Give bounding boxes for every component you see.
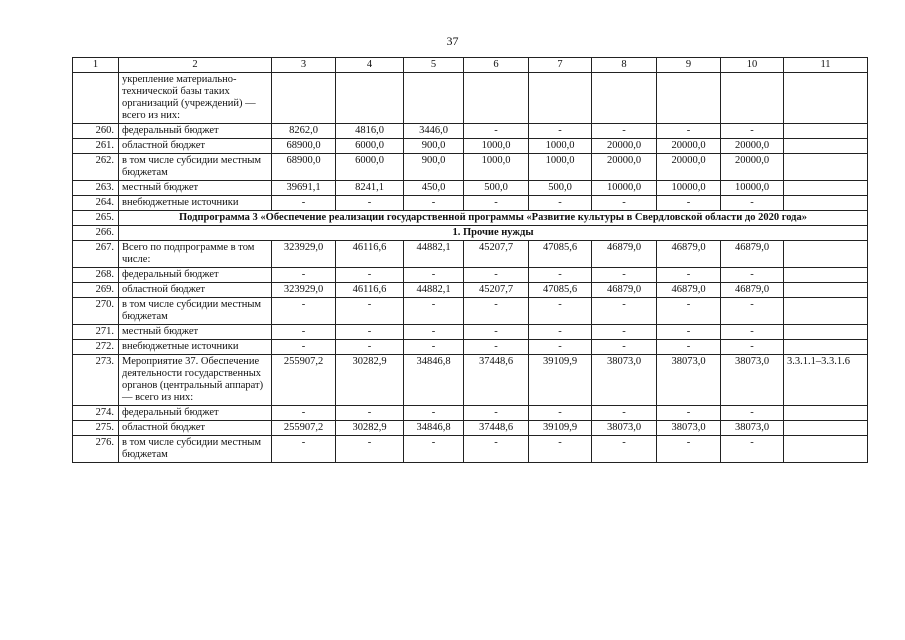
value-cell: 44882,1 (404, 283, 464, 298)
value-cell: 46879,0 (657, 283, 721, 298)
budget-table (72, 57, 868, 463)
value-cell: - (592, 298, 657, 325)
value-cell: 20000,0 (721, 154, 784, 181)
value-cell: - (657, 406, 721, 421)
row-label: местный бюджет (119, 325, 272, 340)
value-cell: - (464, 325, 529, 340)
target-code (784, 196, 868, 211)
value-cell: 46879,0 (721, 283, 784, 298)
value-cell (464, 73, 529, 124)
value-cell: - (464, 124, 529, 139)
value-cell: 34846,8 (404, 421, 464, 436)
row-label: областной бюджет (119, 139, 272, 154)
value-cell: 38073,0 (592, 355, 657, 406)
row-label: областной бюджет (119, 283, 272, 298)
target-code (784, 268, 868, 283)
value-cell: 30282,9 (336, 355, 404, 406)
value-cell: 500,0 (529, 181, 592, 196)
value-cell (272, 73, 336, 124)
target-code (784, 436, 868, 463)
row-number: 260. (73, 124, 119, 139)
value-cell: - (529, 325, 592, 340)
value-cell: - (272, 340, 336, 355)
table-row (73, 124, 868, 139)
value-cell: - (464, 298, 529, 325)
row-label: федеральный бюджет (119, 124, 272, 139)
value-cell: 68900,0 (272, 154, 336, 181)
table-row (73, 436, 868, 463)
value-cell: 500,0 (464, 181, 529, 196)
value-cell: 46116,6 (336, 283, 404, 298)
row-number: 267. (73, 241, 119, 268)
value-cell: 20000,0 (657, 154, 721, 181)
value-cell: 45207,7 (464, 241, 529, 268)
value-cell: 1000,0 (464, 154, 529, 181)
target-code: 3.3.1.1–3.3.1.6 (784, 355, 868, 406)
value-cell: 39691,1 (272, 181, 336, 196)
value-cell: 6000,0 (336, 139, 404, 154)
value-cell: 20000,0 (592, 139, 657, 154)
value-cell: 38073,0 (721, 355, 784, 406)
value-cell: 46879,0 (592, 241, 657, 268)
value-cell: 47085,6 (529, 283, 592, 298)
value-cell: - (657, 340, 721, 355)
row-number: 271. (73, 325, 119, 340)
value-cell: - (592, 340, 657, 355)
value-cell: - (404, 325, 464, 340)
row-label: Всего по подпрограмме в том числе: (119, 241, 272, 268)
row-label: в том числе субсидии местным бюджетам (119, 154, 272, 181)
value-cell: 46116,6 (336, 241, 404, 268)
value-cell: - (529, 268, 592, 283)
target-code (784, 154, 868, 181)
target-code (784, 283, 868, 298)
value-cell: - (336, 340, 404, 355)
value-cell: - (657, 268, 721, 283)
value-cell: - (657, 298, 721, 325)
column-header: 9 (657, 58, 721, 73)
value-cell: - (464, 196, 529, 211)
value-cell: 37448,6 (464, 355, 529, 406)
value-cell: 900,0 (404, 154, 464, 181)
section-title-row (73, 226, 868, 241)
value-cell: - (404, 406, 464, 421)
value-cell: 3446,0 (404, 124, 464, 139)
value-cell: 38073,0 (721, 421, 784, 436)
target-code (784, 241, 868, 268)
value-cell: - (721, 406, 784, 421)
value-cell: 20000,0 (657, 139, 721, 154)
row-number: 269. (73, 283, 119, 298)
row-label: областной бюджет (119, 421, 272, 436)
value-cell: 1000,0 (529, 154, 592, 181)
column-number-row (73, 58, 868, 73)
value-cell: 30282,9 (336, 421, 404, 436)
table-row (73, 325, 868, 340)
value-cell: 47085,6 (529, 241, 592, 268)
table-row (73, 421, 868, 436)
value-cell: 8241,1 (336, 181, 404, 196)
table-row (73, 154, 868, 181)
value-cell: 20000,0 (592, 154, 657, 181)
row-number: 276. (73, 436, 119, 463)
value-cell: 4816,0 (336, 124, 404, 139)
value-cell: - (336, 298, 404, 325)
value-cell: 37448,6 (464, 421, 529, 436)
value-cell: - (272, 298, 336, 325)
value-cell: - (404, 340, 464, 355)
value-cell: 34846,8 (404, 355, 464, 406)
value-cell: 39109,9 (529, 355, 592, 406)
column-header: 1 (73, 58, 119, 73)
value-cell: 10000,0 (721, 181, 784, 196)
value-cell: - (272, 268, 336, 283)
value-cell: 20000,0 (721, 139, 784, 154)
row-label: внебюджетные источники (119, 340, 272, 355)
value-cell: - (272, 406, 336, 421)
target-code (784, 406, 868, 421)
value-cell: - (657, 436, 721, 463)
value-cell: - (272, 325, 336, 340)
row-number: 273. (73, 355, 119, 406)
column-header: 7 (529, 58, 592, 73)
row-number: 266. (73, 226, 119, 241)
row-number: 275. (73, 421, 119, 436)
value-cell: 46879,0 (657, 241, 721, 268)
value-cell: - (404, 196, 464, 211)
table-row (73, 283, 868, 298)
column-header: 5 (404, 58, 464, 73)
row-label: федеральный бюджет (119, 268, 272, 283)
value-cell: - (336, 325, 404, 340)
value-cell: - (464, 406, 529, 421)
column-header: 3 (272, 58, 336, 73)
table-row (73, 139, 868, 154)
table-row (73, 340, 868, 355)
target-code (784, 325, 868, 340)
value-cell: - (721, 436, 784, 463)
column-header: 8 (592, 58, 657, 73)
row-number (73, 73, 119, 124)
target-code (784, 139, 868, 154)
column-header: 10 (721, 58, 784, 73)
row-label: в том числе субсидии местным бюджетам (119, 298, 272, 325)
value-cell: - (464, 436, 529, 463)
value-cell: - (529, 124, 592, 139)
table-row (73, 406, 868, 421)
table-row (73, 241, 868, 268)
table-row (73, 73, 868, 124)
column-header: 6 (464, 58, 529, 73)
target-code (784, 340, 868, 355)
value-cell: - (404, 436, 464, 463)
column-header: 11 (784, 58, 868, 73)
table-row (73, 355, 868, 406)
value-cell (657, 73, 721, 124)
row-number: 265. (73, 211, 119, 226)
value-cell: 46879,0 (721, 241, 784, 268)
value-cell: - (592, 325, 657, 340)
value-cell: 68900,0 (272, 139, 336, 154)
table-row (73, 181, 868, 196)
value-cell: - (721, 298, 784, 325)
row-label: укрепление материально-технической базы таких организаций (учреждений) — всего из них: (119, 73, 272, 124)
row-number: 264. (73, 196, 119, 211)
target-code (784, 73, 868, 124)
column-header: 2 (119, 58, 272, 73)
value-cell: - (529, 436, 592, 463)
value-cell: - (592, 406, 657, 421)
value-cell: 323929,0 (272, 283, 336, 298)
value-cell (336, 73, 404, 124)
value-cell: - (529, 298, 592, 325)
value-cell: - (336, 406, 404, 421)
row-label: внебюджетные источники (119, 196, 272, 211)
value-cell: - (272, 436, 336, 463)
value-cell (592, 73, 657, 124)
table-row (73, 298, 868, 325)
table-row (73, 268, 868, 283)
value-cell: 10000,0 (592, 181, 657, 196)
value-cell: - (592, 196, 657, 211)
section-title: Подпрограмма 3 «Обеспечение реализации государственной программы «Развитие культуры в Свердловской области до 2020 года» (119, 211, 868, 226)
value-cell: 6000,0 (336, 154, 404, 181)
value-cell: - (657, 124, 721, 139)
row-number: 274. (73, 406, 119, 421)
value-cell: - (721, 340, 784, 355)
value-cell: - (721, 268, 784, 283)
value-cell: - (529, 196, 592, 211)
target-code (784, 124, 868, 139)
value-cell: - (404, 298, 464, 325)
value-cell: 38073,0 (657, 421, 721, 436)
value-cell: - (272, 196, 336, 211)
value-cell: 10000,0 (657, 181, 721, 196)
table-body (73, 58, 868, 463)
value-cell: - (336, 436, 404, 463)
row-label: в том числе субсидии местным бюджетам (119, 436, 272, 463)
table-row (73, 196, 868, 211)
row-label: федеральный бюджет (119, 406, 272, 421)
row-number: 261. (73, 139, 119, 154)
value-cell: - (721, 325, 784, 340)
value-cell (404, 73, 464, 124)
value-cell: - (592, 268, 657, 283)
value-cell: 450,0 (404, 181, 464, 196)
value-cell: 44882,1 (404, 241, 464, 268)
value-cell: - (592, 436, 657, 463)
column-header: 4 (336, 58, 404, 73)
value-cell: 323929,0 (272, 241, 336, 268)
value-cell (721, 73, 784, 124)
value-cell: - (404, 268, 464, 283)
value-cell: - (592, 124, 657, 139)
value-cell: 1000,0 (464, 139, 529, 154)
row-number: 263. (73, 181, 119, 196)
value-cell: 255907,2 (272, 421, 336, 436)
value-cell: - (721, 124, 784, 139)
value-cell: - (336, 196, 404, 211)
value-cell: 38073,0 (657, 355, 721, 406)
row-number: 272. (73, 340, 119, 355)
value-cell: 46879,0 (592, 283, 657, 298)
target-code (784, 421, 868, 436)
value-cell: - (657, 325, 721, 340)
row-label: местный бюджет (119, 181, 272, 196)
value-cell (529, 73, 592, 124)
value-cell: 38073,0 (592, 421, 657, 436)
value-cell: 900,0 (404, 139, 464, 154)
value-cell: - (657, 196, 721, 211)
section-title: 1. Прочие нужды (119, 226, 868, 241)
row-number: 268. (73, 268, 119, 283)
value-cell: 255907,2 (272, 355, 336, 406)
row-number: 262. (73, 154, 119, 181)
value-cell: - (529, 406, 592, 421)
page-number: 37 (446, 34, 459, 48)
target-code (784, 181, 868, 196)
row-label: Мероприятие 37. Обеспечение деятельности государственных органов (центральный аппарат) — всего из них: (119, 355, 272, 406)
value-cell: 39109,9 (529, 421, 592, 436)
section-title-row (73, 211, 868, 226)
value-cell: - (464, 268, 529, 283)
value-cell: - (336, 268, 404, 283)
value-cell: 8262,0 (272, 124, 336, 139)
value-cell: 45207,7 (464, 283, 529, 298)
value-cell: - (464, 340, 529, 355)
row-number: 270. (73, 298, 119, 325)
target-code (784, 298, 868, 325)
value-cell: 1000,0 (529, 139, 592, 154)
value-cell: - (529, 340, 592, 355)
value-cell: - (721, 196, 784, 211)
